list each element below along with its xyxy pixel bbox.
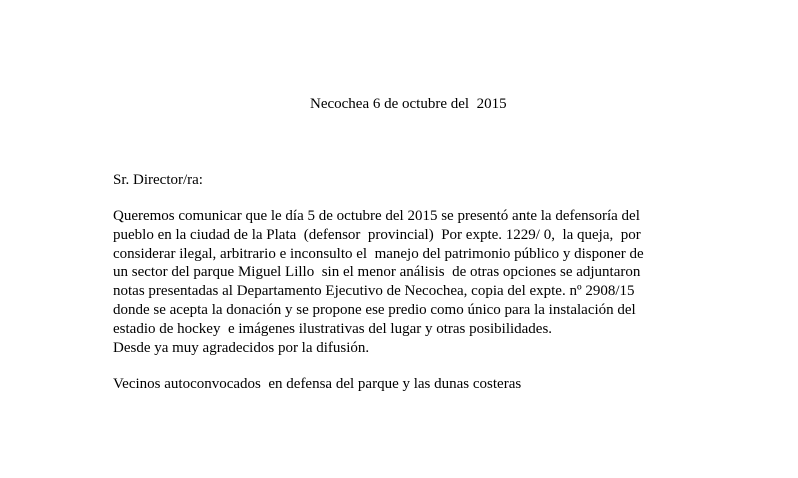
letter-body	[113, 207, 713, 357]
body-line: estadio de hockey e imágenes ilustrativas del lugar y otras posibilidades.	[113, 320, 553, 337]
salutation: Sr. Director/ra:	[113, 172, 203, 188]
date-line: Necochea 6 de octubre del 2015	[310, 96, 507, 112]
body-line: un sector del parque Miguel Lillo sin el menor análisis de otras opciones se adjuntaron	[113, 264, 641, 281]
body-line: Desde ya muy agradecidos por la difusión.	[113, 339, 370, 356]
signature: Vecinos autoconvocados en defensa del parque y las dunas costeras	[113, 376, 522, 392]
body-line: notas presentadas al Departamento Ejecutivo de Necochea, copia del expte. nº 2908/15	[113, 283, 635, 300]
body-line: donde se acepta la donación y se propone ese predio como único para la instalación del	[113, 301, 636, 318]
body-line: Queremos comunicar que le día 5 de octubre del 2015 se presentó ante la defensoría del	[113, 208, 640, 224]
body-line: pueblo en la ciudad de la Plata (defensor provincial) Por expte. 1229/ 0, la queja, por	[113, 226, 641, 243]
body-line: considerar ilegal, arbitrario e inconsulto el manejo del patrimonio público y disponer de	[113, 245, 644, 262]
